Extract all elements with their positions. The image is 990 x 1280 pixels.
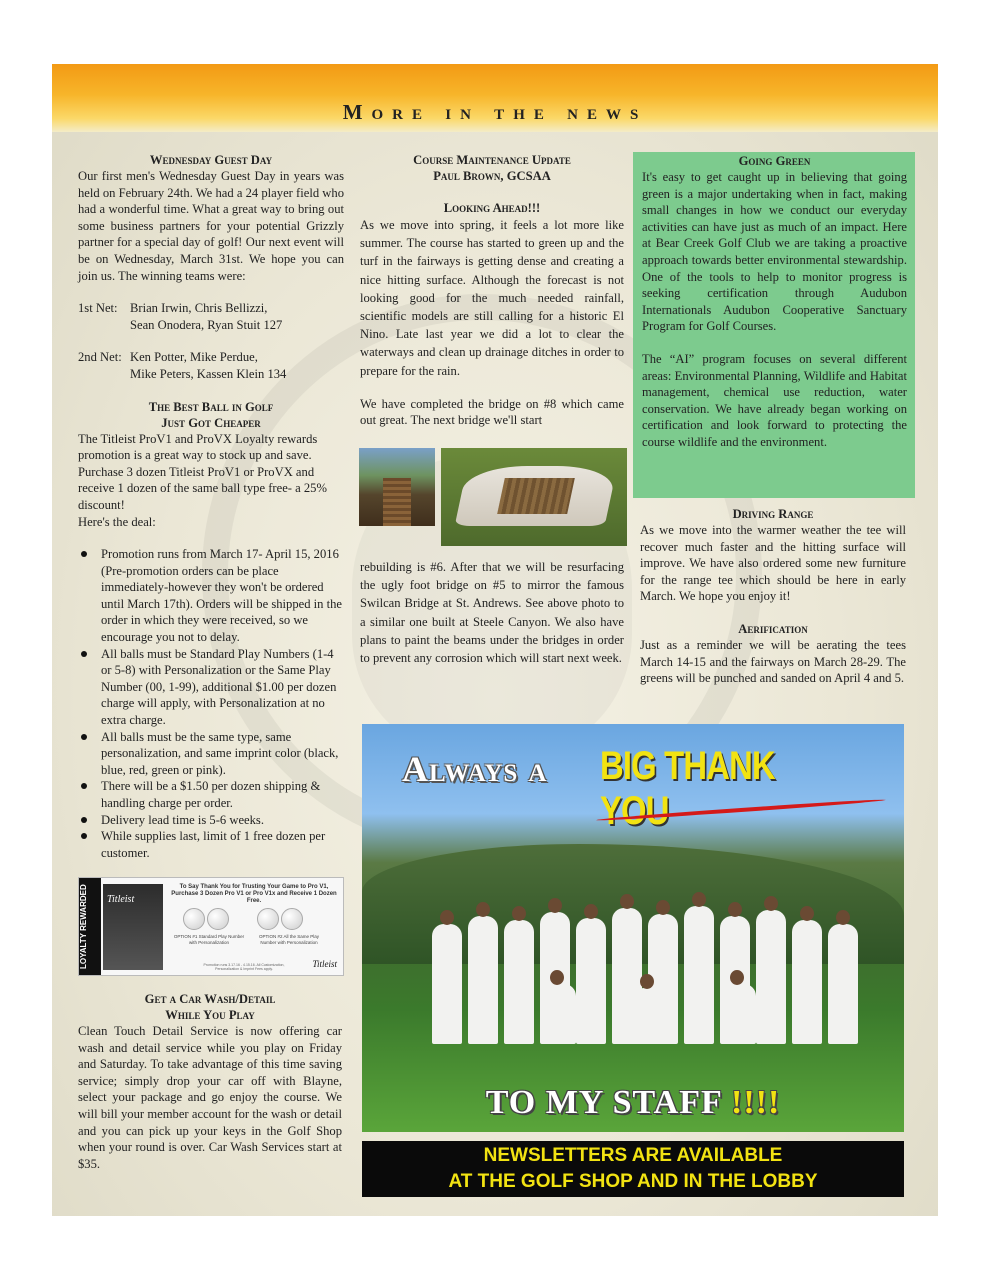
golf-ball-icon [257, 908, 279, 930]
column-left [78, 152, 344, 861]
bestball-body: The Titleist ProV1 and ProVX Loyalty rewards promotion is a great way to stock up and save. Purchase 3 dozen Titleist ProV1 or ProVX and receive 1 dozen of the same ball type free- a 25% discount! [78, 431, 327, 512]
maintenance-heading-2: Paul Brown, GCSAA [433, 169, 551, 183]
maintenance-body-2: We have completed the bridge on #8 which came out great. The next bridge we'll start [360, 396, 624, 428]
newsletter-banner [362, 1141, 904, 1197]
newsletter-page [52, 64, 938, 1216]
ad-side-label: LOYALTY REWARDED [79, 878, 101, 975]
staff-title-part1: Always a [402, 749, 548, 789]
list-item: While supplies last, limit of 1 free dozen per customer. [78, 828, 344, 861]
ad-fine-print: Promotion runs 3.17.16 - 4.15.16. All Customization, Personalization & Imprint Fees apply. [203, 963, 285, 971]
ad-headline: To Say Thank You for Trusting Your Game to Pro V1, Purchase 3 Dozen Pro V1 or Pro V1x and Receive 1 Dozen Free. [171, 884, 337, 904]
net2-label: 2nd Net: [78, 350, 122, 365]
bridge-photo-small [359, 448, 435, 526]
staff-photo [362, 724, 904, 1132]
maintenance-body-1: As we move into spring, it feels a lot more like summer. The course has started to green up and the turf in the fairways is getting dense and creating a nice hitting surface. Although the forecast is not looking good for the much needed rainfall, scientific models are still calling for a historic El Nino. Late last year we did a lot to clear the waterways and clean up drainage ditches in order to prepare for the rain. [360, 218, 624, 378]
list-item: All balls must be the same type, same personalization, and same imprint color (black, blue, red, green or pink). [78, 729, 344, 779]
newsletter-line-1: NEWSLETTERS ARE AVAILABLE [483, 1145, 783, 1166]
wednesday-heading: Wednesday Guest Day [149, 153, 273, 167]
carwash-heading-1: Get a Car Wash/Detail [144, 992, 276, 1006]
golf-ball-icon [207, 908, 229, 930]
ball-boxes-image [103, 884, 163, 970]
titleist-ad-image [78, 877, 344, 976]
aerification-body: Just as a reminder we will be aerating the tees March 14-15 and the fairways on March 28-29. The greens will be punched and sanded on April 4 and 5. [640, 637, 906, 686]
maintenance-body-3: rebuilding is #6. After that we will be resurfacing the ugly foot bridge on #5 to mirror the famous Swilcan Bridge at St. Andrews. See above photo to a similar one built at Steele Canyon. We also have plans to paint the beams under the bridges in order to prevent any corrosion which will start next week. [360, 560, 624, 666]
net1-result [78, 300, 344, 317]
driving-range-section [640, 506, 906, 687]
ad-brand: Titleist [107, 894, 135, 905]
net1-line2: Sean Onodera, Ryan Stuit 127 [130, 317, 283, 332]
list-item: Delivery lead time is 5-6 weeks. [78, 812, 344, 829]
wednesday-body: Our first men's Wednesday Guest Day in years was held on February 24th. We had a 24 player field who had a wonderful time. What a great way to bring out some business partners for your potential Grizzly partner for a special day of golf! Our next event will be on Wednesday, March 31st. We hope you can join us. The winning teams were: [78, 169, 344, 283]
green-body-1: It's easy to get caught up in believing that going green is a major undertaking when in fact, making small changes in how we conduct our everyday activities can have just as much of an impact. Here at Bear Creek Golf Club we are taking a proactive approach towards better environmental stewardship. One of the tools to help to monitor progress is seeking certification through Audubon Internationals Audubon Cooperative Sanctuary Program for Golf Courses. [642, 170, 907, 334]
staff-group [422, 864, 872, 1044]
maintenance-continued [360, 558, 624, 667]
carwash-heading-2: While You Play [165, 1008, 255, 1022]
net2-line2: Mike Peters, Kassen Klein 134 [130, 366, 287, 381]
net1-line1: Brian Irwin, Chris Bellizzi, [130, 301, 268, 316]
staff-title-part2: BIG THANK YOU [600, 744, 775, 833]
net2-line1: Ken Potter, Mike Perdue, [130, 350, 258, 365]
maintenance-subheading: Looking Ahead!!! [443, 201, 541, 215]
golf-ball-icon [183, 908, 205, 930]
bestball-bullets [78, 546, 344, 861]
list-item: Promotion runs from March 17- April 15, 2016 (Pre-promotion orders can be place immediately-however they won't be ordered until March 17th). Orders will be shipped in the order in which they were received, so we encourage you not to delay. [78, 546, 344, 646]
ad-logo: Titleist [312, 959, 337, 969]
golf-ball-icon [281, 908, 303, 930]
carwash-section [78, 991, 342, 1172]
net2-result [78, 349, 344, 366]
page-title: More in the news [342, 100, 648, 124]
aerification-heading: Aerification [738, 621, 808, 636]
bestball-deal: Here's the deal: [78, 514, 156, 529]
list-item: There will be a $1.50 per dozen shipping & handling charge per order. [78, 778, 344, 811]
staff-footer-text: TO MY STAFF [485, 1084, 722, 1121]
bestball-heading-1: The Best Ball in Golf [148, 399, 274, 414]
green-body-2: The “AI” program focuses on several different areas: Environmental Planning, Wildlife and Habitat management, chemical use reduction, water conservation. We have already began working on certification and look forward to protecting the course wildlife and the environment. [642, 351, 907, 449]
ad-option-2: OPTION #2 All the Same Play Number with Personalization [258, 934, 320, 945]
going-green-section [642, 153, 907, 451]
staff-footer [362, 1084, 904, 1122]
driving-body: As we move into the warmer weather the tee will recover much faster and the hitting surface will improve. We have also ordered some new furniture for the range tee which should be here in early March. We hope you enjoy it! [640, 523, 906, 604]
carwash-body: Clean Touch Detail Service is now offering car wash and detail service while you play on Friday and Saturday. To take advantage of this time saving service; simply drop your car off with Blayne, select your package and go enjoy the course. We will bill your member account for the wash or detail and you can pick up your keys in the Golf Shop when your round is over. Car Wash Services start at $35. [78, 1024, 342, 1171]
bridge-photo-large [441, 448, 627, 546]
newsletter-line-2: AT THE GOLF SHOP AND IN THE LOBBY [448, 1171, 818, 1192]
staff-footer-bang: !!!! [731, 1084, 781, 1121]
maintenance-heading-1: Course Maintenance Update [413, 153, 571, 167]
driving-heading: Driving Range [732, 507, 814, 521]
header-banner [52, 64, 938, 132]
list-item: All balls must be Standard Play Numbers (1-4 or 5-8) with Personalization or the Same Play Number (00, 1-99), additional $1.00 per dozen charge will apply, with Personalization at no extra charge. [78, 646, 344, 729]
bestball-heading-2: Just Got Cheaper [161, 415, 261, 430]
green-heading: Going Green [738, 154, 811, 168]
column-middle [360, 152, 624, 429]
ad-option-1: OPTION #1 Standard Play Number with Personalization [173, 934, 245, 945]
net1-label: 1st Net: [78, 301, 118, 316]
